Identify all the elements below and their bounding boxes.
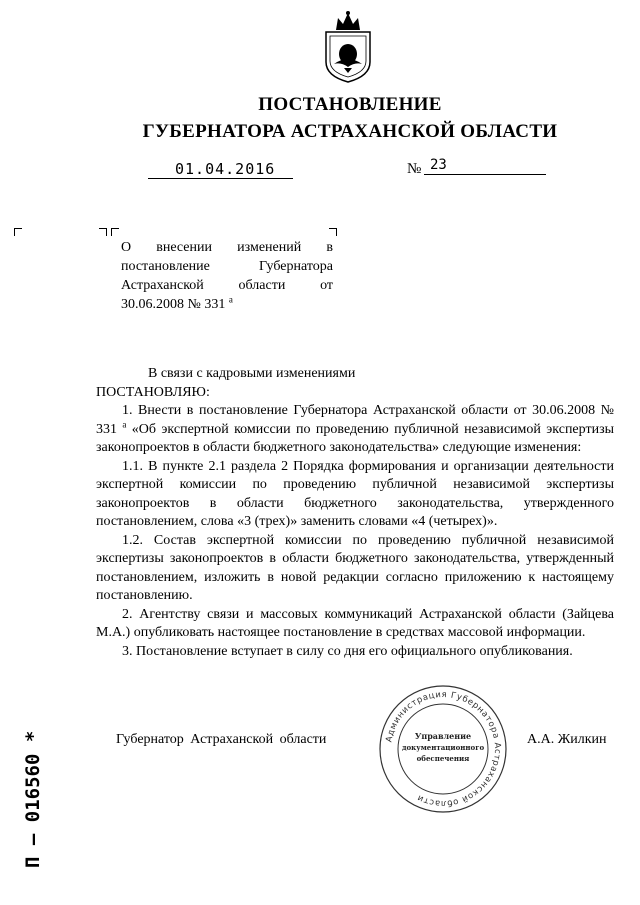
side-registration-code: П – 016560 * bbox=[22, 730, 44, 868]
issuer-title: ГУБЕРНАТОРА АСТРАХАНСКОЙ ОБЛАСТИ bbox=[142, 121, 558, 142]
document-number: 23 bbox=[430, 157, 447, 173]
document-subject: О внесении изменений в постановление Губернатора Астраханской области от 30.06.2008 № 331 $^а$ bbox=[121, 240, 333, 312]
coat-of-arms-icon bbox=[322, 10, 374, 84]
document-body bbox=[96, 365, 615, 661]
document-title: ПОСТАНОВЛЕНИЕ bbox=[258, 94, 442, 115]
date-underline bbox=[148, 178, 293, 179]
signer-position: Губернатор Астраханской области bbox=[116, 732, 327, 747]
corner-mark bbox=[14, 228, 22, 236]
seal-center-line-3: обеспечения bbox=[416, 754, 470, 763]
official-seal-stamp bbox=[377, 683, 509, 815]
seal-ring-text: Администрация Губернатора Астраханской области bbox=[384, 689, 503, 809]
document-date: 01.04.2016 bbox=[175, 160, 276, 178]
decree-word: ПОСТАНОВЛЯЮ: bbox=[96, 384, 210, 400]
seal-center-line-1: Управление bbox=[414, 731, 472, 741]
paragraph-3: 3. Постановление вступает в силу со дня его официального опубликования. bbox=[122, 643, 573, 659]
number-label: № bbox=[407, 161, 422, 177]
number-underline bbox=[424, 174, 546, 175]
corner-mark bbox=[329, 228, 337, 236]
paragraph-2: 2. Агентству связи и массовых коммуникаций Астраханской области (Зайцева М.А.) опубликовать настоящее постановление в средствах массовой информации. bbox=[96, 606, 614, 640]
corner-mark bbox=[99, 228, 107, 236]
intro-text: В связи с кадровыми изменениями bbox=[148, 366, 356, 381]
corner-mark bbox=[111, 228, 119, 236]
signer-name: А.А. Жилкин bbox=[527, 732, 607, 747]
seal-center-line-2: документационного bbox=[401, 743, 485, 752]
paragraph-1-1: 1.1. В пункте 2.1 раздела 2 Порядка формирования и организации деятельности экспертной комиссии по проведению публичной независимой экспертизы законопроектов в области бюджетного законодательства, утвержденного постановлением, слова «3 (трех)» заменить словами «4 (четырех)». bbox=[96, 458, 614, 529]
paragraph-1: 1. Внести в постановление Губернатора Астраханской области от 30.06.2008 № 331 $^а$ «Об экспертной комиссии по проведению публичной независимой экспертизы законопроектов в области бюджетного законодательства» следующие изменения: bbox=[96, 403, 615, 455]
paragraph-1-2: 1.2. Состав экспертной комиссии по проведению публичной независимой экспертизы законопроектов в области бюджетного законодательства, утвержденный постановлением, изложить в новой редакции согласно приложению к настоящему постановлению. bbox=[96, 532, 614, 603]
